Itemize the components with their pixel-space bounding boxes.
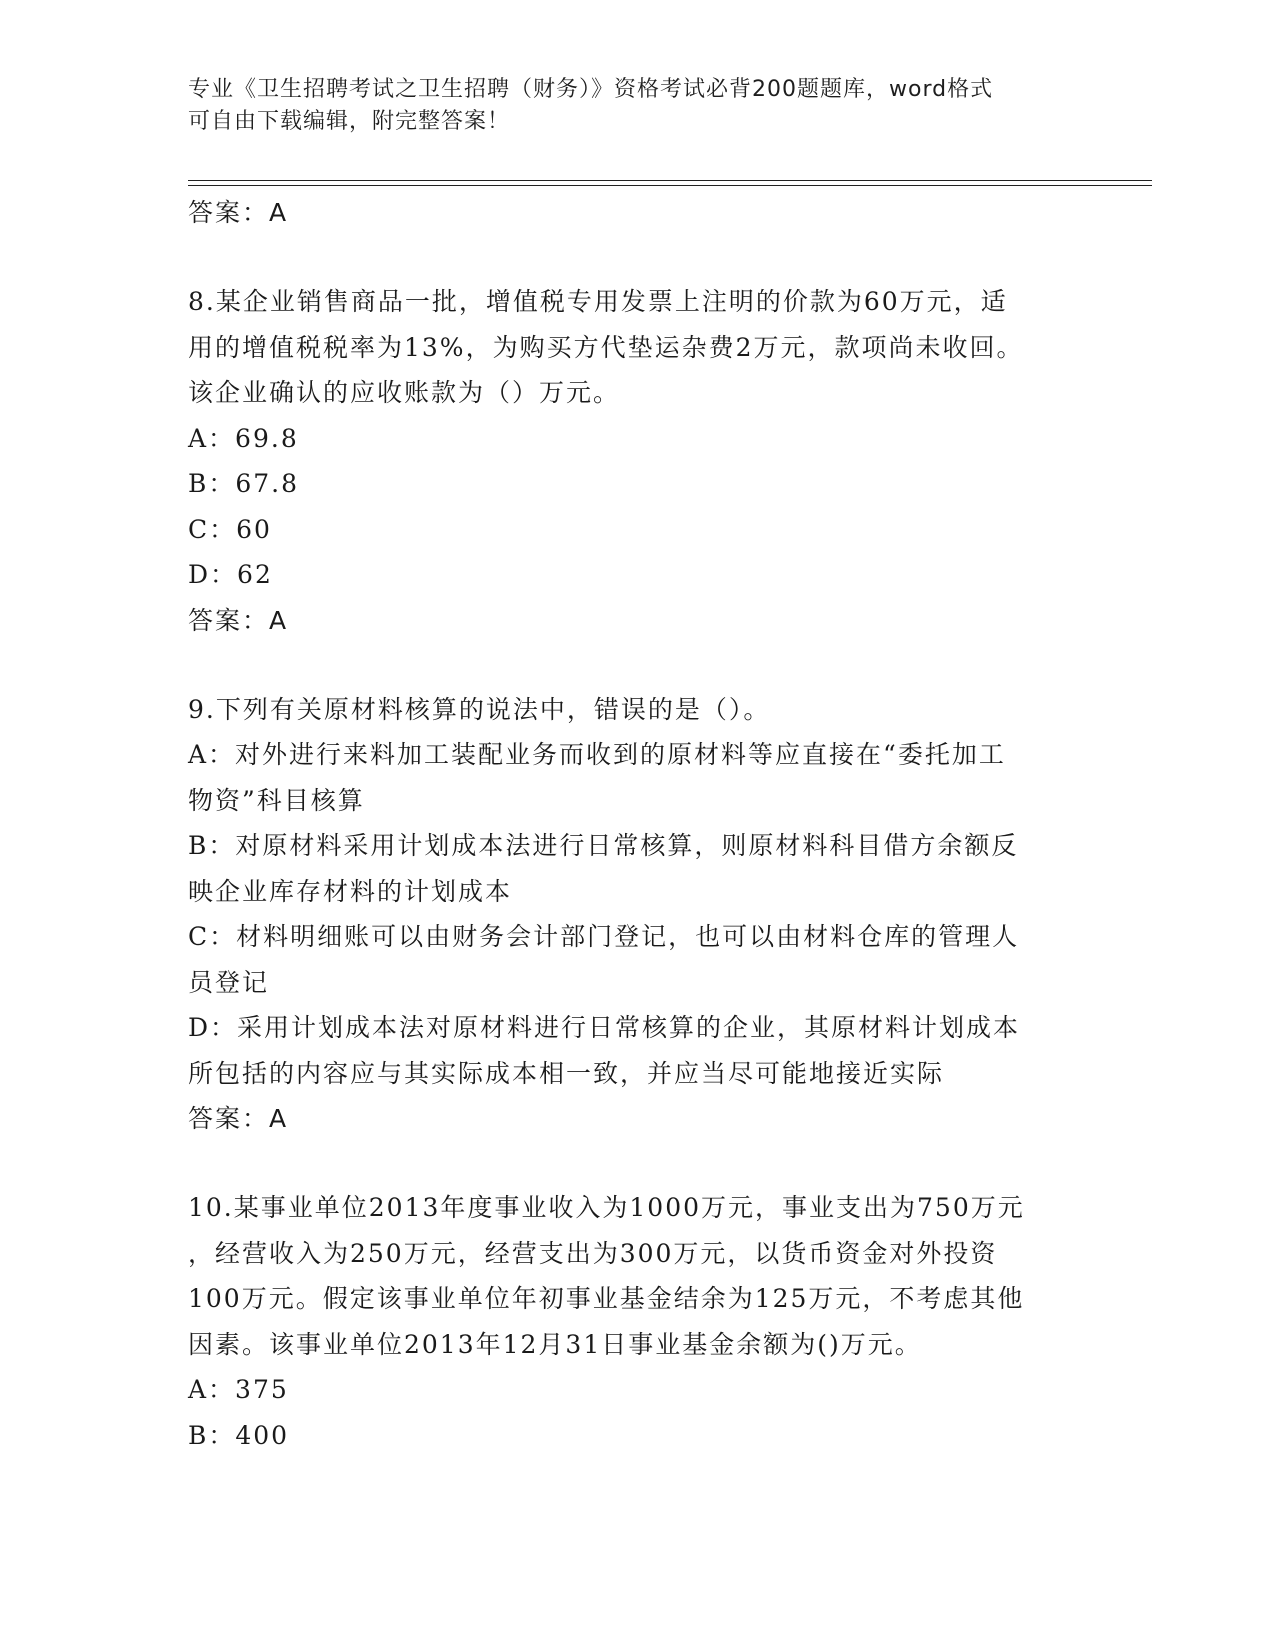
option-text-line: C：材料明细账可以由财务会计部门登记，也可以由材料仓库的管理人 [188,922,1020,951]
question-block [188,1185,1088,1458]
question-stem-line: 10.某事业单位2013年度事业收入为1000万元，事业支出为750万元 [188,1193,1025,1222]
option-text-line: A：69.8 [188,423,299,453]
option-text-line: B：对原材料采用计划成本法进行日常核算，则原材料科目借方余额反 [188,831,1019,860]
option-text-line: 所包括的内容应与其实际成本相一致，并应当尽可能地接近实际 [188,1058,945,1088]
question-stem-line: 8.某企业销售商品一批，增值税专用发票上注明的价款为60万元，适 [188,287,1008,316]
option-text-line: D：采用计划成本法对原材料进行日常核算的企业，其原材料计划成本 [188,1013,1021,1042]
option-text-line: 物资”科目核算 [188,785,365,815]
block-gap [188,236,1088,279]
answer-line: 答案：A [188,605,289,635]
answer-option [188,1413,1088,1459]
option-text-line: A：对外进行来料加工装配业务而收到的原材料等应直接在“委托加工 [188,740,1006,769]
question-stem-line: 用的增值税税率为13%，为购买方代垫运杂费2万元，款项尚未收回。 [188,332,1024,362]
question-stem-line: ，经营收入为250万元，经营支出为300万元，以货币资金对外投资 [188,1238,998,1268]
answer-option [188,1367,1088,1413]
answer-option [188,1005,1088,1096]
answer-option [188,507,1088,553]
answer-option [188,552,1088,598]
answer-line: 答案：A [188,198,289,227]
question-block [188,279,1088,644]
document-header [188,74,1068,138]
answer-option [188,914,1088,1005]
question-stem-line: 该企业确认的应收账款为（）万元。 [188,378,621,407]
option-text-line: C：60 [188,514,272,544]
header-line-1: 专业《卫生招聘考试之卫生招聘（财务）》资格考试必背200题题库，word格式 [188,77,994,102]
answer-option [188,416,1088,462]
option-text-line: B：400 [188,1420,290,1450]
answer-option [188,823,1088,914]
answer-option [188,732,1088,823]
block-gap [188,1142,1088,1185]
option-text-line: D：62 [188,560,273,589]
header-line-2: 可自由下载编辑，附完整答案！ [188,109,511,134]
option-text-line: 映企业库存材料的计划成本 [188,876,513,906]
answer-option [188,461,1088,507]
question-stem-line: 因素。该事业单位2013年12月31日事业基金余额为()万元。 [188,1329,922,1359]
block-gap [188,644,1088,687]
header-divider-bottom [188,185,1152,186]
option-text-line: 员登记 [188,967,270,997]
question-list [188,190,1088,1458]
answer-line: 答案：A [188,1104,289,1133]
question-stem-line: 9.下列有关原材料核算的说法中，错误的是（）。 [188,694,771,724]
header-divider-top [188,180,1152,181]
question-block [188,687,1088,1143]
option-text-line: B：67.8 [188,469,300,498]
option-text-line: A：375 [188,1375,289,1404]
question-stem-line: 100万元。假定该事业单位年初事业基金结余为125万元，不考虑其他 [188,1284,1025,1313]
